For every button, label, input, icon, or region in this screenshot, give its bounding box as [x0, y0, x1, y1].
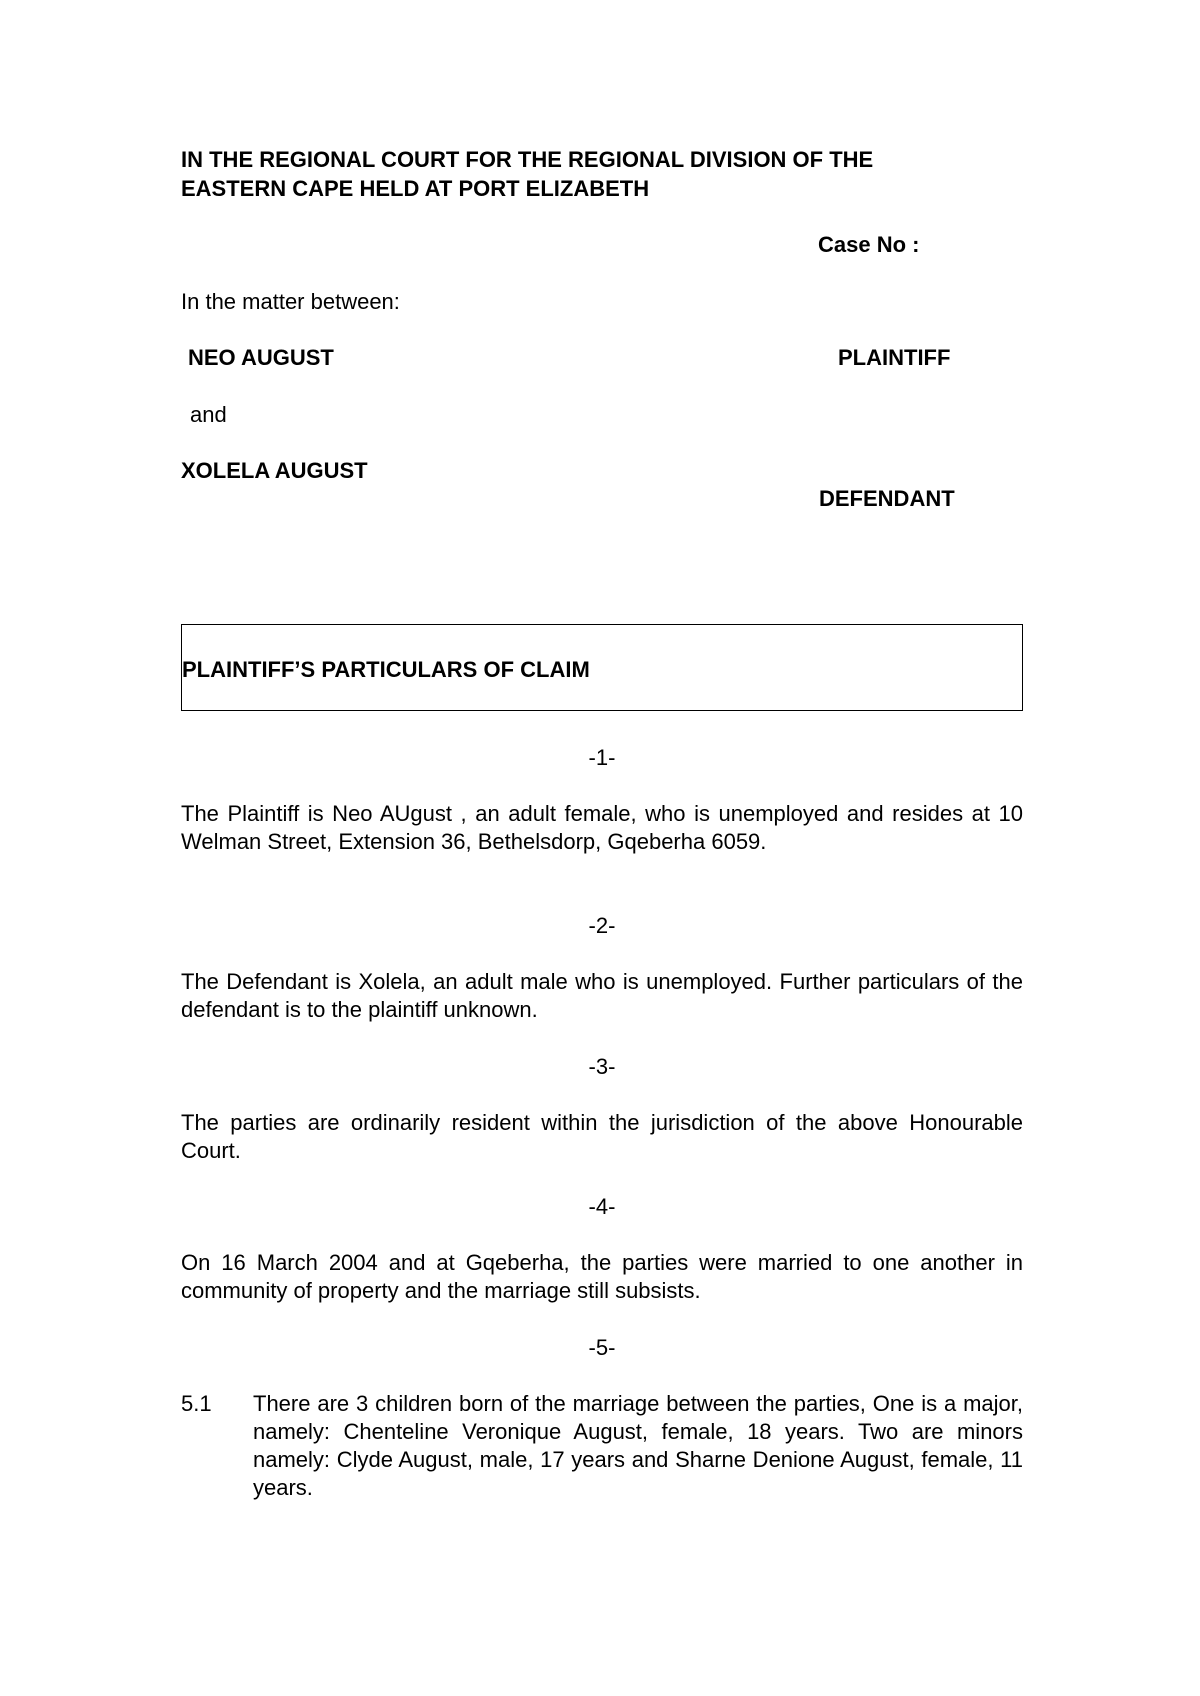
paragraph-4-text: On 16 March 2004 and at Gqeberha, the parties were married to one another in community of property and the marriage still subsists. — [181, 1250, 1023, 1303]
court-heading-line-1: IN THE REGIONAL COURT FOR THE REGIONAL DIVISION OF THE — [181, 147, 874, 172]
paragraph-2-text: The Defendant is Xolela, an adult male who is unemployed. Further particulars of the defendant is to the plaintiff unknown. — [181, 969, 1023, 1022]
paragraph-3-text: The parties are ordinarily resident within the jurisdiction of the above Honourable Court. — [181, 1110, 1023, 1163]
paragraph-number-5: -5- — [588, 1335, 616, 1360]
plaintiff-role: PLAINTIFF — [838, 345, 951, 370]
subparagraph-5-1-text: There are 3 children born of the marriage between the parties, One is a major, namely: Chenteline Veronique August, female, 18 years. Two are minors namely: Clyde August, male, 17 years and Sharne Denione August, female, 11 years. — [253, 1391, 1023, 1500]
paragraph-number-2: -2- — [588, 913, 616, 938]
matter-between-text: In the matter between: — [181, 289, 400, 314]
claim-title-box — [181, 624, 1023, 711]
court-heading-line-2: EASTERN CAPE HELD AT PORT ELIZABETH — [181, 176, 650, 201]
and-text: and — [190, 402, 227, 427]
paragraph-number-1: -1- — [588, 745, 616, 770]
defendant-role: DEFENDANT — [819, 486, 955, 511]
claim-title: PLAINTIFF’S PARTICULARS OF CLAIM — [182, 657, 590, 682]
case-number-label: Case No : — [818, 232, 920, 257]
plaintiff-name: NEO AUGUST — [188, 345, 334, 370]
court-heading — [181, 145, 873, 203]
subparagraph-number-5-1: 5.1 — [181, 1391, 212, 1416]
paragraph-number-3: -3- — [588, 1054, 616, 1079]
paragraph-number-4: -4- — [588, 1194, 616, 1219]
paragraph-1-text: The Plaintiff is Neo AUgust , an adult female, who is unemployed and resides at 10 Welman Street, Extension 36, Bethelsdorp, Gqeberha 6059. — [181, 801, 1023, 854]
defendant-name: XOLELA AUGUST — [181, 458, 368, 483]
